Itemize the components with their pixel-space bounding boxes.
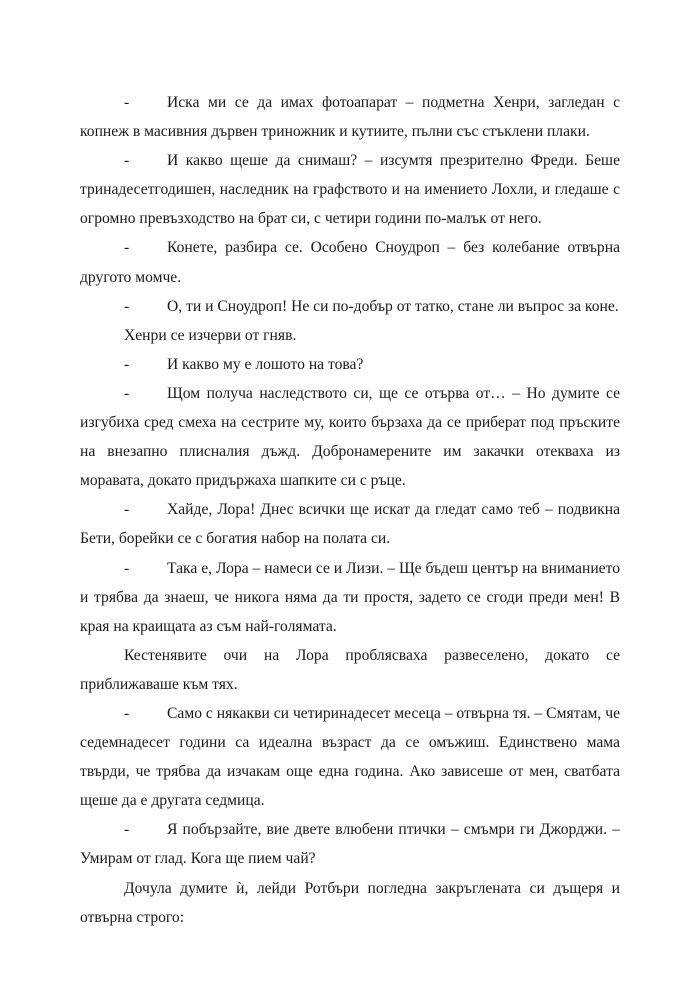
dialogue-dash: - (124, 704, 130, 722)
dialogue-dash: - (124, 821, 130, 839)
paragraph (80, 699, 620, 815)
dialogue-dash: - (124, 152, 130, 170)
dialogue-dash: - (124, 297, 130, 315)
paragraph (80, 815, 620, 873)
paragraph (80, 88, 620, 146)
paragraph (80, 554, 620, 641)
paragraph (80, 146, 620, 233)
paragraph-text: Така е, Лора – намеси се и Лизи. – Ще бъдеш център на вниманието и трябва да знаеш, че никога няма да ти простя, задето се сгоди преди мен! В края на краищата аз съм най-голямата. (80, 559, 620, 635)
paragraph-text: Иска ми се да имах фотоапарат – подметна Хенри, загледан с копнеж в масивния дървен триножник и кутиите, пълни със стъклени плаки. (80, 94, 620, 141)
paragraph (80, 379, 620, 495)
dialogue-dash: - (124, 559, 130, 577)
dialogue-dash: - (124, 239, 130, 257)
dialogue-dash: - (124, 384, 130, 402)
paragraph (80, 641, 620, 699)
paragraph-text: Само с някакви си четиринадесет месеца – отвърна тя. – Смятам, че седемнадесет години са идеална възраст да се омъжиш. Единствено мама твърди, че трябва да изчакам още една година. Ако зависеше от мен, сватбата щеше да е другата седмица. (80, 704, 620, 810)
paragraph-text: Кестенявите очи на Лора проблясваха развеселено, докато се приближаваше към тях. (80, 646, 620, 693)
paragraph (80, 292, 620, 321)
paragraph-text: Я побързайте, вие двете влюбени птички – смъмри ги Джорджи. – Умирам от глад. Кога ще пием чай? (80, 821, 620, 868)
paragraph-text: Щом получа наследството си, ще се отърва от… – Но думите се изгубиха сред смеха на сестрите му, които бързаха да се приберат под пръските на внезапно плисналия дъжд. Добронамерените им закачки отекваха из моравата, докато придържаха шапките си с ръце. (80, 384, 620, 490)
paragraph-text: И какво щеше да снимаш? – изсумтя презрително Фреди. Беше тринадесетгодишен, наследник на графството и на имението Лохли, и гледаше с огромно превъзходство на брат си, с четири години по-малък от него. (80, 152, 620, 228)
paragraph (80, 495, 620, 553)
document-body (80, 88, 620, 932)
paragraph (80, 233, 620, 291)
paragraph-text: Конете, разбира се. Особено Сноудроп – без колебание отвърна другото момче. (80, 239, 620, 286)
paragraph (80, 874, 620, 932)
paragraph-text: И какво му е лошото на това? (167, 355, 364, 373)
dialogue-dash: - (124, 355, 130, 373)
paragraph (80, 350, 620, 379)
paragraph (80, 321, 620, 350)
paragraph-text: Хенри се изчерви от гняв. (124, 326, 297, 344)
paragraph-text: О, ти и Сноудроп! Не си по-добър от татко, стане ли въпрос за коне. (167, 297, 619, 315)
dialogue-dash: - (124, 94, 130, 111)
paragraph-text: Дочула думите ѝ, лейди Ротбъри погледна закръглената си дъщеря и отвърна строго: (80, 879, 620, 926)
dialogue-dash: - (124, 501, 130, 519)
paragraph-text: Хайде, Лора! Днес всички ще искат да гледат само теб – подвикна Бети, борейки се с богатия набор на полата си. (80, 501, 620, 548)
